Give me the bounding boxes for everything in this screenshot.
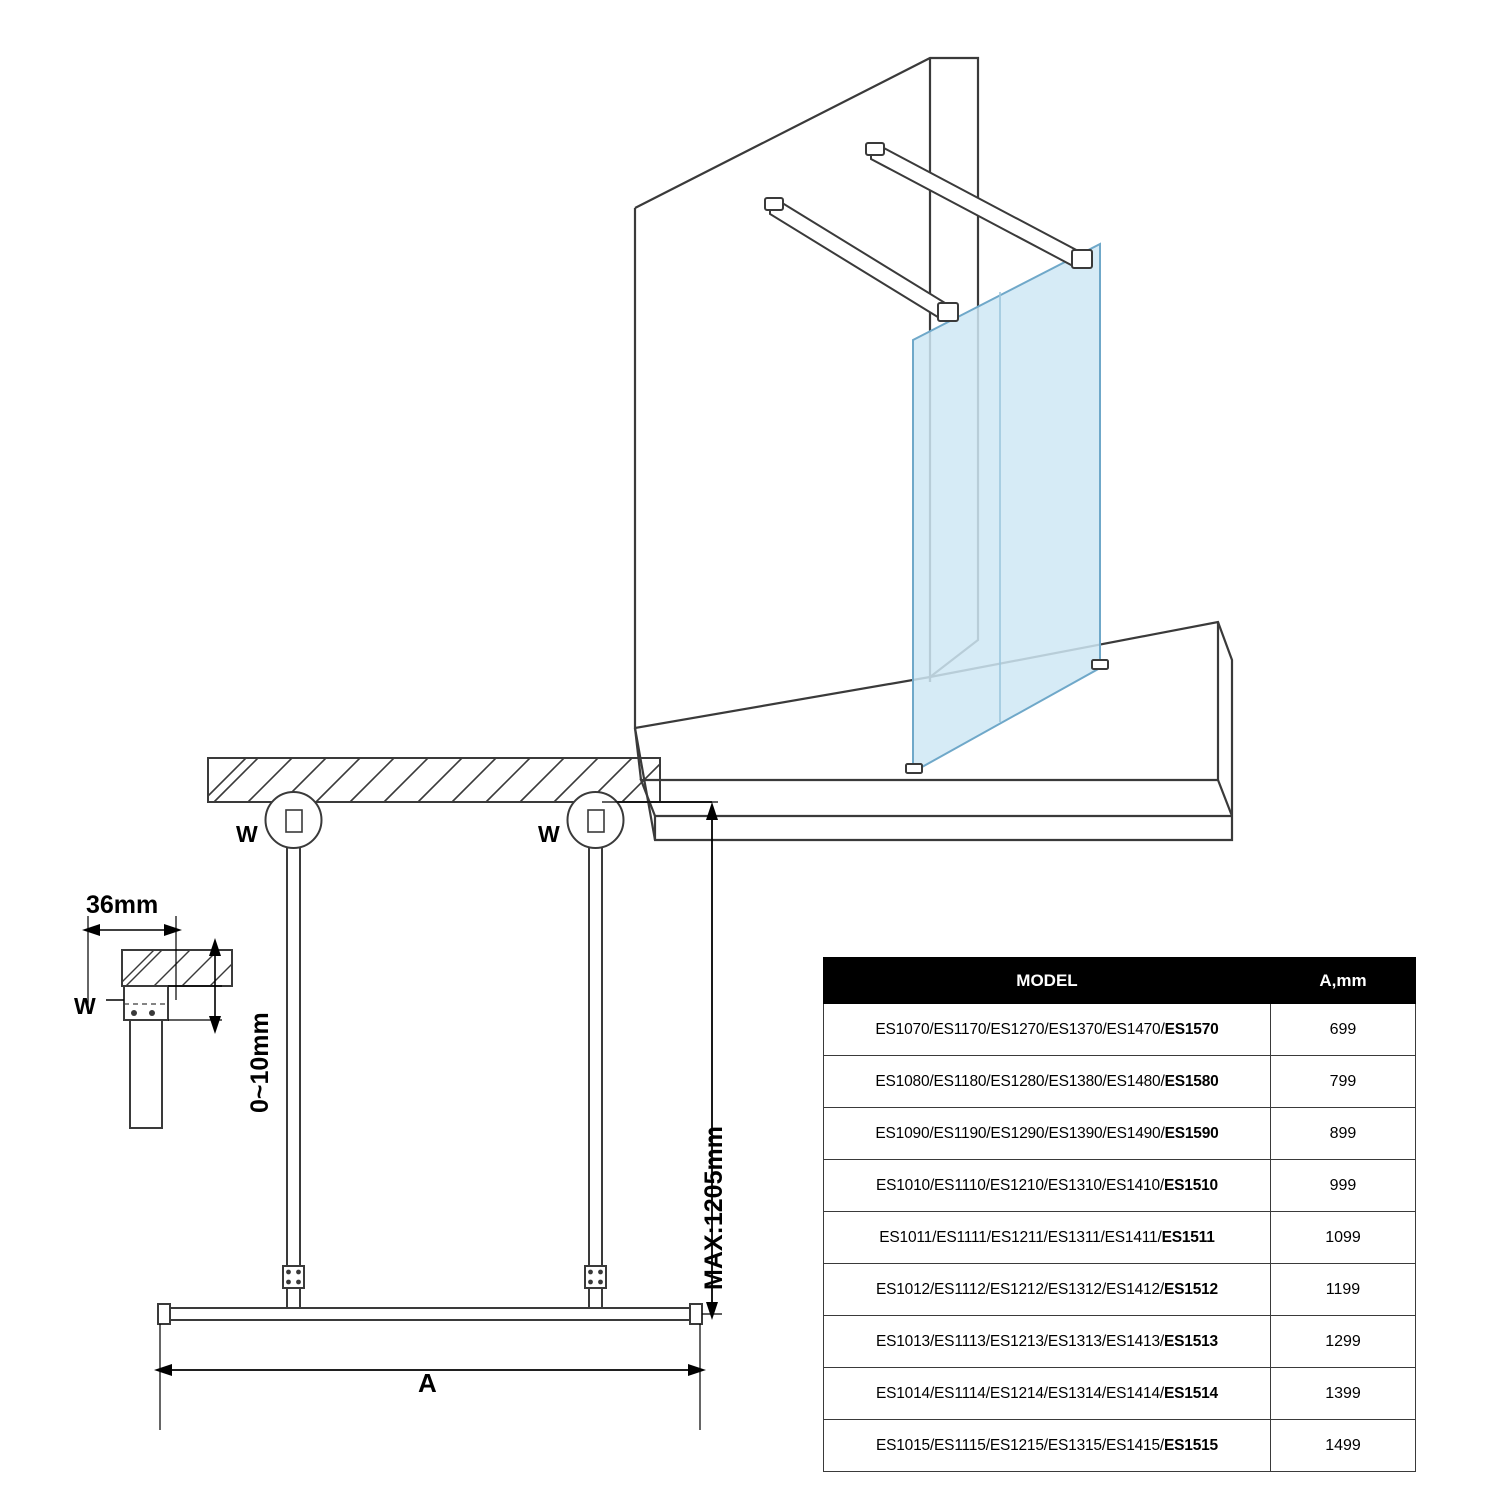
table-row (824, 1160, 1416, 1212)
label-width-a: A (418, 1368, 437, 1398)
table-row (824, 1264, 1416, 1316)
model-list-highlight: ES1580 (1164, 1072, 1219, 1090)
model-list-highlight: ES1513 (1164, 1332, 1218, 1350)
detail-view-wall-mount (82, 916, 232, 1128)
model-list-highlight: ES1570 (1164, 1020, 1219, 1038)
label-wall-mark-2: W (538, 821, 560, 847)
table-cell-a-value: 799 (1270, 1056, 1415, 1108)
model-list-plain: ES1013/ES1113/ES1213/ES1313/ES1413/ (875, 1332, 1165, 1350)
label-wall-mark-left: W (74, 993, 96, 1019)
table-cell-a-value: 1499 (1270, 1420, 1415, 1472)
table-row (824, 1212, 1416, 1264)
model-list-highlight: ES1515 (1164, 1436, 1218, 1454)
table-cell-model (824, 1368, 1271, 1420)
table-row (824, 1316, 1416, 1368)
table-row (824, 1004, 1416, 1056)
model-list-plain: ES1010/ES1110/ES1210/ES1310/ES1410/ (875, 1176, 1165, 1194)
table-cell-model (824, 1108, 1271, 1160)
label-wall-mark-1: W (236, 821, 258, 847)
model-list-plain: ES1015/ES1115/ES1215/ES1315/ES1415/ (875, 1436, 1165, 1454)
table-cell-a-value: 999 (1270, 1160, 1415, 1212)
table-cell-a-value: 699 (1270, 1004, 1415, 1056)
table-cell-model (824, 1316, 1271, 1368)
table-cell-model (824, 1420, 1271, 1472)
table-cell-a-value: 1299 (1270, 1316, 1415, 1368)
model-list-plain: ES1070/ES1170/ES1270/ES1370/ES1470/ (875, 1020, 1165, 1038)
model-list-plain: ES1011/ES1111/ES1211/ES1311/ES1411/ (879, 1228, 1162, 1246)
glass-panel-3d (913, 244, 1100, 772)
table-header-model: MODEL (824, 958, 1271, 1004)
model-list-plain: ES1090/ES1190/ES1290/ES1390/ES1490/ (875, 1124, 1165, 1142)
table-row (824, 1056, 1416, 1108)
table-row (824, 1420, 1416, 1472)
label-profile-depth: 36mm (86, 891, 159, 919)
model-list-plain: ES1080/ES1180/ES1280/ES1380/ES1480/ (875, 1072, 1165, 1090)
table-cell-model (824, 1212, 1271, 1264)
model-list-highlight: ES1514 (1164, 1384, 1218, 1402)
support-rods-elevation (266, 792, 624, 1310)
table-row (824, 1368, 1416, 1420)
table-cell-a-value: 899 (1270, 1108, 1415, 1160)
table-row (824, 1108, 1416, 1160)
model-list-highlight: ES1590 (1164, 1124, 1219, 1142)
model-spec-table (823, 957, 1416, 1472)
label-max-height: MAX:1205mm (700, 1126, 728, 1290)
table-cell-model (824, 1160, 1271, 1212)
table-cell-model (824, 1004, 1271, 1056)
label-adjust-range: 0~10mm (246, 1012, 274, 1113)
model-list-highlight: ES1510 (1164, 1176, 1218, 1194)
model-list-highlight: ES1511 (1161, 1228, 1215, 1246)
table-cell-a-value: 1199 (1270, 1264, 1415, 1316)
model-list-plain: ES1014/ES1114/ES1214/ES1314/ES1414/ (875, 1384, 1165, 1402)
table-header-a: A,mm (1270, 958, 1415, 1004)
table-cell-a-value: 1099 (1270, 1212, 1415, 1264)
table-cell-model (824, 1264, 1271, 1316)
model-list-plain: ES1012/ES1112/ES1212/ES1312/ES1412/ (875, 1280, 1165, 1298)
glass-edge-elevation (158, 1304, 702, 1324)
table-cell-model (824, 1056, 1271, 1108)
table-header-row (824, 958, 1416, 1004)
model-list-highlight: ES1512 (1164, 1280, 1218, 1298)
table-cell-a-value: 1399 (1270, 1368, 1415, 1420)
